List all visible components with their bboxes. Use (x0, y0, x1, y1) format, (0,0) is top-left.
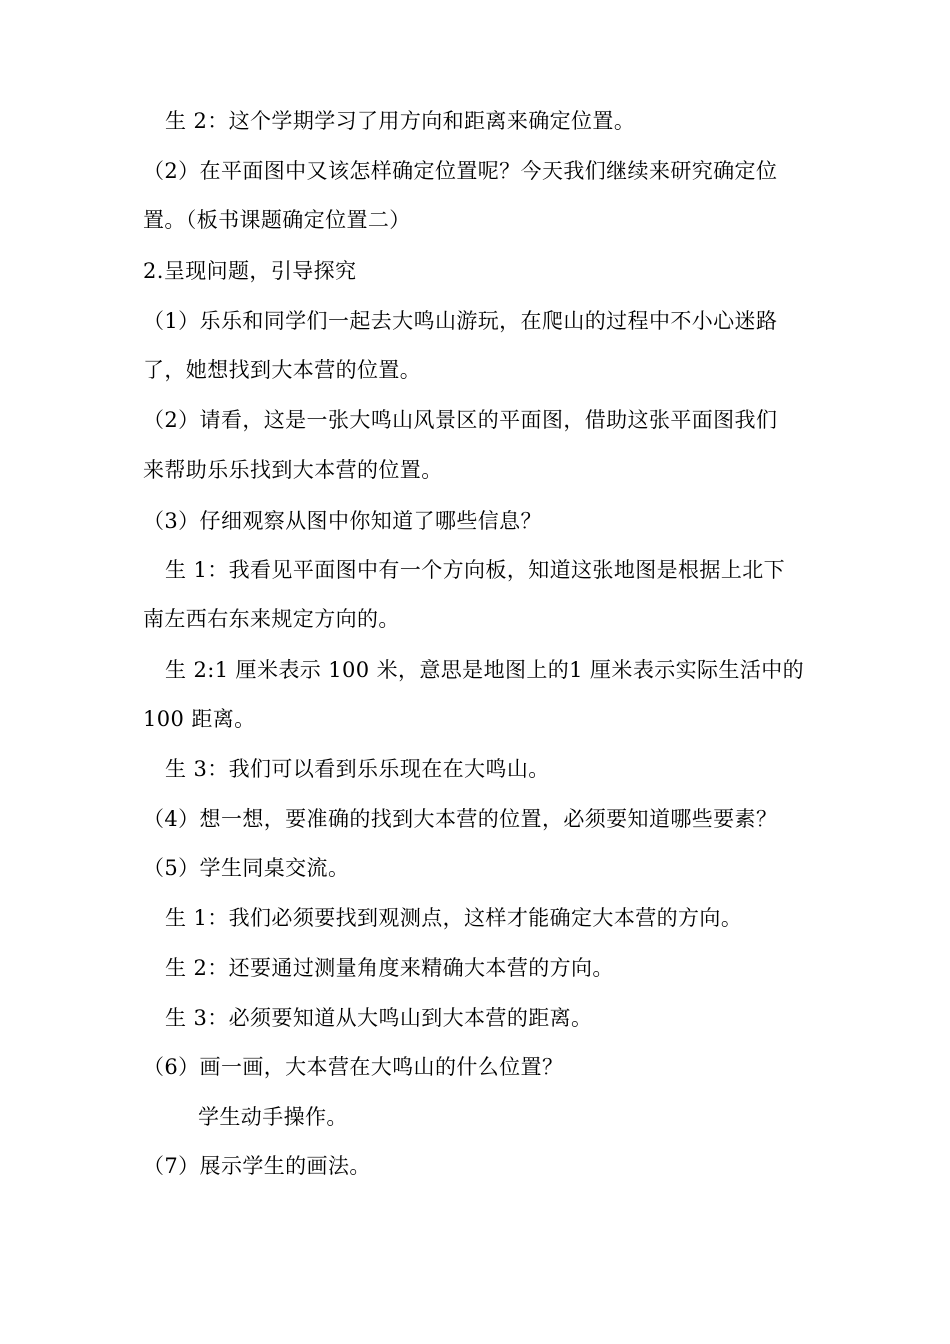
paragraph-line: 学生动手操作。 (198, 1105, 348, 1129)
paragraph-line: 了，她想找到大本营的位置。 (143, 358, 422, 382)
paragraph-line: 100 距离。 (143, 707, 256, 731)
paragraph-line: （4）想一想，要准确的找到大本营的位置，必须要知道哪些要素？ (143, 807, 778, 831)
paragraph-line: 生 2：这个学期学习了用方向和距离来确定位置。 (165, 109, 636, 133)
paragraph-line: 生 2：还要通过测量角度来精确大本营的方向。 (165, 956, 614, 980)
paragraph-line: 生 1：我们必须要找到观测点，这样才能确定大本营的方向。 (165, 906, 743, 930)
paragraph-line: （2）在平面图中又该怎样确定位置呢？今天我们继续来研究确定位 (143, 159, 778, 183)
paragraph-line: （3）仔细观察从图中你知道了哪些信息？ (143, 509, 542, 533)
paragraph-line: 生 3：我们可以看到乐乐现在在大鸣山。 (165, 757, 550, 781)
paragraph-line: （5）学生同桌交流。 (143, 856, 350, 880)
paragraph-line: 来帮助乐乐找到大本营的位置。 (143, 458, 443, 482)
paragraph-line: （2）请看，这是一张大鸣山风景区的平面图，借助这张平面图我们 (143, 408, 778, 432)
paragraph-line: 置。（板书课题确定位置二） (143, 208, 411, 232)
paragraph-line: 生 1：我看见平面图中有一个方向板，知道这张地图是根据上北下 (165, 558, 786, 582)
paragraph-line: （1）乐乐和同学们一起去大鸣山游玩，在爬山的过程中不小心迷路 (143, 309, 778, 333)
paragraph-line: 南左西右东来规定方向的。 (143, 607, 400, 631)
paragraph-line: （6）画一画，大本营在大鸣山的什么位置？ (143, 1055, 564, 1079)
paragraph-line: 生 3：必须要知道从大鸣山到大本营的距离。 (165, 1006, 593, 1030)
paragraph-line: 生 2:1 厘米表示 100 米，意思是地图上的1 厘米表示实际生活中的 (165, 658, 805, 682)
paragraph-line: （7）展示学生的画法。 (143, 1154, 371, 1178)
section-heading: 2.呈现问题，引导探究 (143, 259, 357, 283)
